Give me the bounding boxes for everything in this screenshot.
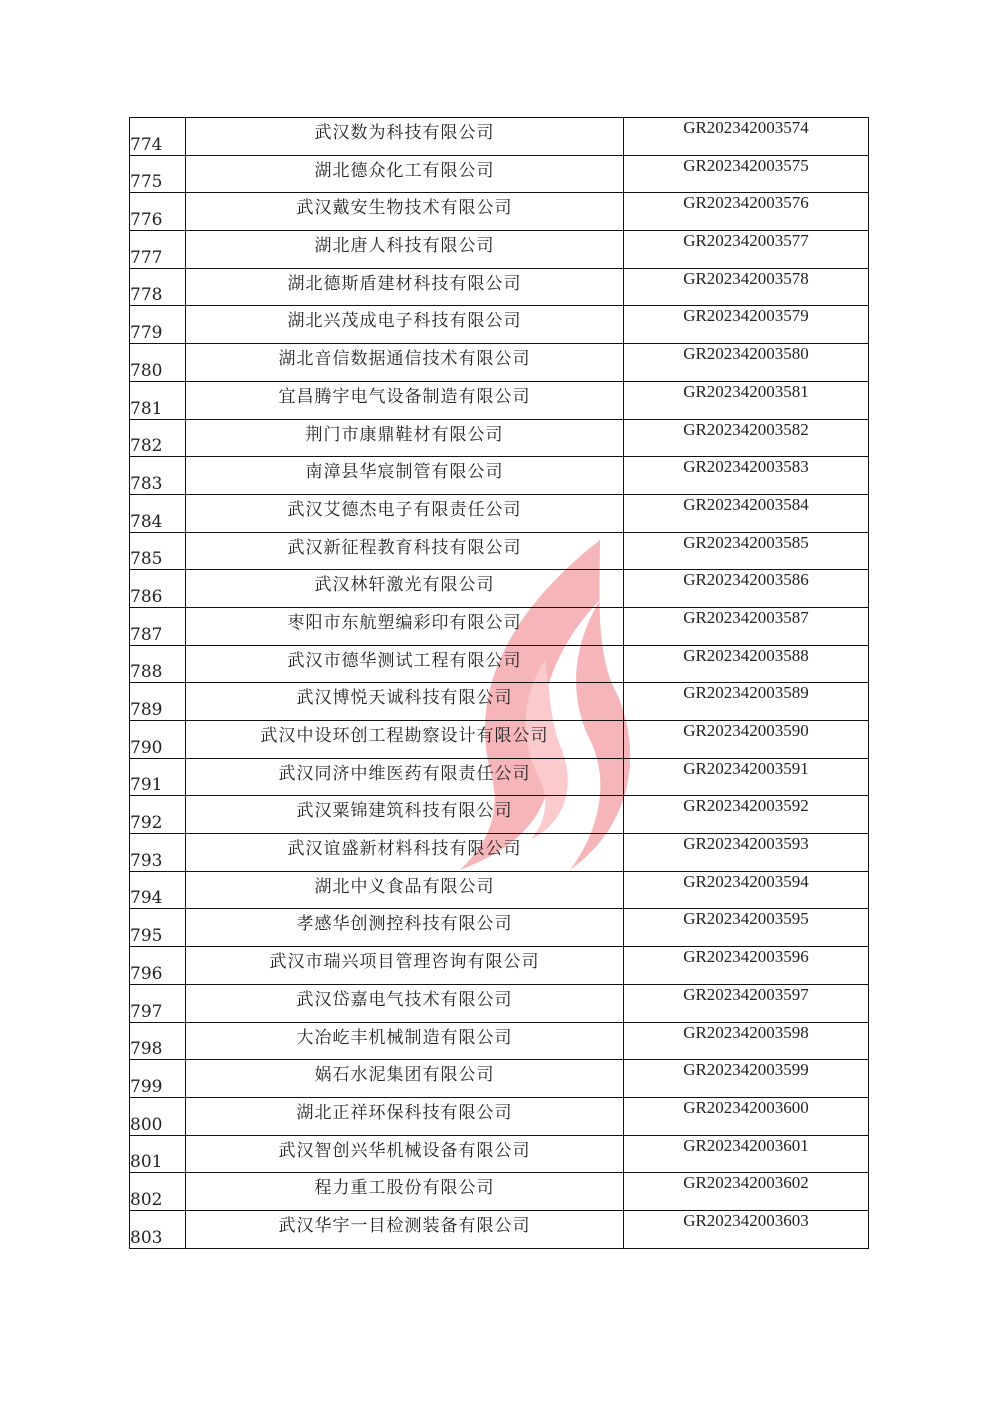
certificate-number: GR202342003593 — [624, 834, 869, 872]
table-row — [130, 796, 869, 834]
table-row — [130, 947, 869, 985]
row-number: 788 — [130, 645, 186, 683]
company-name: 娲石水泥集团有限公司 — [186, 1060, 624, 1098]
company-list-table — [129, 117, 869, 1249]
certificate-number: GR202342003588 — [624, 645, 869, 683]
row-number: 793 — [130, 834, 186, 872]
company-name: 武汉谊盛新材料科技有限公司 — [186, 834, 624, 872]
table-row — [130, 721, 869, 759]
company-name: 武汉博悦天诚科技有限公司 — [186, 683, 624, 721]
company-name: 湖北德斯盾建材科技有限公司 — [186, 268, 624, 306]
row-number: 787 — [130, 607, 186, 645]
row-number: 777 — [130, 231, 186, 269]
table-row — [130, 758, 869, 796]
company-name: 武汉林轩激光有限公司 — [186, 570, 624, 608]
company-name: 程力重工股份有限公司 — [186, 1173, 624, 1211]
company-name: 武汉中设环创工程勘察设计有限公司 — [186, 721, 624, 759]
table-row — [130, 909, 869, 947]
certificate-number: GR202342003590 — [624, 721, 869, 759]
table-row — [130, 381, 869, 419]
company-name: 荆门市康鼎鞋材有限公司 — [186, 419, 624, 457]
table-row — [130, 1135, 869, 1173]
row-number: 791 — [130, 758, 186, 796]
company-name: 宜昌腾宇电气设备制造有限公司 — [186, 381, 624, 419]
row-number: 802 — [130, 1173, 186, 1211]
table-row — [130, 607, 869, 645]
company-name: 武汉岱嘉电气技术有限公司 — [186, 984, 624, 1022]
row-number: 775 — [130, 155, 186, 193]
table-row — [130, 645, 869, 683]
table-row — [130, 344, 869, 382]
table-row — [130, 306, 869, 344]
table-row — [130, 1060, 869, 1098]
table-row — [130, 1173, 869, 1211]
company-name: 湖北中义食品有限公司 — [186, 871, 624, 909]
certificate-number: GR202342003584 — [624, 494, 869, 532]
certificate-number: GR202342003603 — [624, 1210, 869, 1248]
table-row — [130, 419, 869, 457]
table-row — [130, 193, 869, 231]
table-row — [130, 834, 869, 872]
row-number: 796 — [130, 947, 186, 985]
company-name: 湖北德众化工有限公司 — [186, 155, 624, 193]
table-row — [130, 1097, 869, 1135]
certificate-number: GR202342003597 — [624, 984, 869, 1022]
company-name: 武汉华宇一目检测装备有限公司 — [186, 1210, 624, 1248]
certificate-number: GR202342003601 — [624, 1135, 869, 1173]
row-number: 797 — [130, 984, 186, 1022]
company-name: 湖北音信数据通信技术有限公司 — [186, 344, 624, 382]
table-row — [130, 532, 869, 570]
certificate-number: GR202342003583 — [624, 457, 869, 495]
certificate-number: GR202342003587 — [624, 607, 869, 645]
certificate-number: GR202342003594 — [624, 871, 869, 909]
certificate-number: GR202342003578 — [624, 268, 869, 306]
company-name: 武汉新征程教育科技有限公司 — [186, 532, 624, 570]
table-row — [130, 231, 869, 269]
row-number: 784 — [130, 494, 186, 532]
row-number: 786 — [130, 570, 186, 608]
row-number: 782 — [130, 419, 186, 457]
table-row — [130, 155, 869, 193]
row-number: 778 — [130, 268, 186, 306]
table-row — [130, 118, 869, 156]
company-name: 南漳县华宸制管有限公司 — [186, 457, 624, 495]
company-name: 武汉智创兴华机械设备有限公司 — [186, 1135, 624, 1173]
table-row — [130, 570, 869, 608]
certificate-number: GR202342003574 — [624, 118, 869, 156]
row-number: 792 — [130, 796, 186, 834]
company-name: 武汉市瑞兴项目管理咨询有限公司 — [186, 947, 624, 985]
company-name: 湖北正祥环保科技有限公司 — [186, 1097, 624, 1135]
table-row — [130, 1022, 869, 1060]
table-row — [130, 268, 869, 306]
row-number: 781 — [130, 381, 186, 419]
table-row — [130, 494, 869, 532]
certificate-number: GR202342003602 — [624, 1173, 869, 1211]
company-name: 武汉数为科技有限公司 — [186, 118, 624, 156]
row-number: 794 — [130, 871, 186, 909]
row-number: 798 — [130, 1022, 186, 1060]
certificate-number: GR202342003579 — [624, 306, 869, 344]
certificate-number: GR202342003580 — [624, 344, 869, 382]
certificate-number: GR202342003591 — [624, 758, 869, 796]
row-number: 783 — [130, 457, 186, 495]
certificate-number: GR202342003585 — [624, 532, 869, 570]
company-name: 武汉市德华测试工程有限公司 — [186, 645, 624, 683]
company-name: 武汉戴安生物技术有限公司 — [186, 193, 624, 231]
certificate-number: GR202342003575 — [624, 155, 869, 193]
certificate-number: GR202342003576 — [624, 193, 869, 231]
row-number: 795 — [130, 909, 186, 947]
row-number: 780 — [130, 344, 186, 382]
table-row — [130, 871, 869, 909]
company-name: 武汉粟锦建筑科技有限公司 — [186, 796, 624, 834]
row-number: 785 — [130, 532, 186, 570]
row-number: 799 — [130, 1060, 186, 1098]
row-number: 774 — [130, 118, 186, 156]
table-row — [130, 683, 869, 721]
certificate-number: GR202342003598 — [624, 1022, 869, 1060]
certificate-number: GR202342003595 — [624, 909, 869, 947]
company-name: 枣阳市东航塑编彩印有限公司 — [186, 607, 624, 645]
row-number: 779 — [130, 306, 186, 344]
table-row — [130, 1210, 869, 1248]
certificate-number: GR202342003589 — [624, 683, 869, 721]
table-row — [130, 457, 869, 495]
company-name: 大冶屹丰机械制造有限公司 — [186, 1022, 624, 1060]
table-body — [130, 118, 869, 1249]
row-number: 801 — [130, 1135, 186, 1173]
certificate-number: GR202342003581 — [624, 381, 869, 419]
company-name: 孝感华创测控科技有限公司 — [186, 909, 624, 947]
company-name: 武汉同济中维医药有限责任公司 — [186, 758, 624, 796]
row-number: 800 — [130, 1097, 186, 1135]
row-number: 790 — [130, 721, 186, 759]
certificate-number: GR202342003582 — [624, 419, 869, 457]
row-number: 776 — [130, 193, 186, 231]
certificate-number: GR202342003586 — [624, 570, 869, 608]
company-name: 武汉艾德杰电子有限责任公司 — [186, 494, 624, 532]
certificate-number: GR202342003600 — [624, 1097, 869, 1135]
certificate-number: GR202342003599 — [624, 1060, 869, 1098]
table-row — [130, 984, 869, 1022]
certificate-number: GR202342003577 — [624, 231, 869, 269]
company-name: 湖北唐人科技有限公司 — [186, 231, 624, 269]
row-number: 803 — [130, 1210, 186, 1248]
certificate-number: GR202342003596 — [624, 947, 869, 985]
certificate-number: GR202342003592 — [624, 796, 869, 834]
company-name: 湖北兴茂成电子科技有限公司 — [186, 306, 624, 344]
row-number: 789 — [130, 683, 186, 721]
